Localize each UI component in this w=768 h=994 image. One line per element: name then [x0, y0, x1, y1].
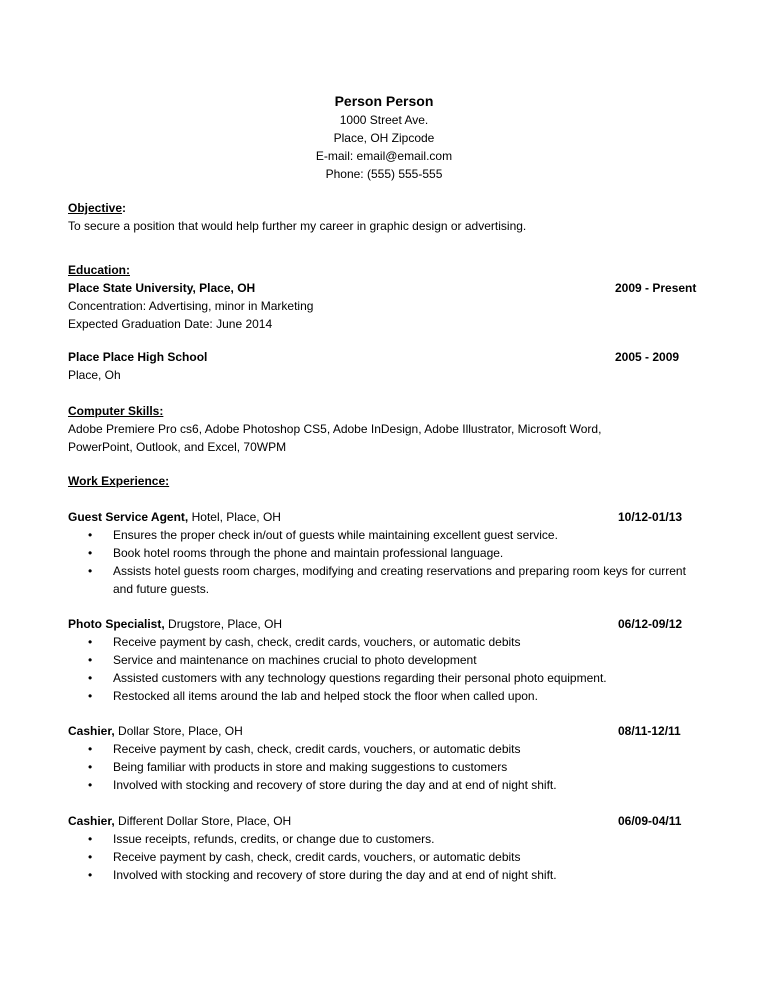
job-title: Cashier, [68, 814, 115, 828]
duty-item: • Restocked all items around the lab and helped stock the floor when called upon. [88, 689, 538, 703]
objective-heading: Objective [68, 201, 123, 215]
bullet-icon: • [88, 653, 93, 667]
duty-item: • Being familiar with products in store and making suggestions to customers [88, 760, 508, 774]
street-address: 1000 Street Ave. [339, 113, 429, 127]
job-entry [68, 508, 708, 598]
job-dates: 06/12-09/12 [618, 617, 683, 631]
objective-text: To secure a position that would help further my career in graphic design or advertising. [68, 219, 527, 233]
objective-section [68, 199, 708, 235]
duty-item: • Ensures the proper check in/out of guests while maintaining excellent guest service. [88, 528, 558, 542]
job-duties [68, 633, 708, 705]
school-dates: 2009 - Present [615, 281, 697, 295]
duty-item: • Receive payment by cash, check, credit cards, vouchers, or automatic debits [88, 742, 521, 756]
email-line: E-mail: email@email.com [315, 149, 453, 163]
duty-item: • Receive payment by cash, check, credit cards, vouchers, or automatic debits [88, 635, 521, 649]
bullet-icon: • [88, 850, 93, 864]
job-place: Different Dollar Store, Place, OH [114, 814, 292, 828]
bullet-icon: • [88, 564, 93, 578]
job-dates: 06/09-04/11 [618, 814, 682, 828]
bullet-icon: • [88, 760, 93, 774]
skills-line-2: PowerPoint, Outlook, and Excel, 70WPM [68, 440, 287, 454]
bullet-icon: • [88, 671, 93, 685]
work-section [68, 472, 708, 490]
graduation-date: Expected Graduation Date: June 2014 [68, 317, 273, 331]
phone-line: Phone: (555) 555-555 [325, 167, 443, 181]
job-title: Cashier, [68, 724, 115, 738]
bullet-icon: • [88, 742, 93, 756]
person-name: Person Person [334, 93, 434, 109]
education-entry-university [68, 279, 708, 297]
skills-line-1: Adobe Premiere Pro cs6, Adobe Photoshop CS5, Adobe InDesign, Adobe Illustrator, Microsoft Word, [68, 422, 602, 436]
school-name: Place Place High School [68, 350, 208, 364]
skills-section [68, 402, 708, 456]
duty-item: • Involved with stocking and recovery of store during the day and at end of night shift. [88, 778, 557, 792]
duty-item: • Involved with stocking and recovery of store during the day and at end of night shift. [88, 868, 557, 882]
concentration: Concentration: Advertising, minor in Marketing [68, 299, 314, 313]
job-entry [68, 722, 708, 794]
school-dates: 2005 - 2009 [615, 350, 680, 364]
job-dates: 10/12-01/13 [618, 510, 683, 524]
bullet-icon: • [88, 868, 93, 882]
school-name: Place State University, Place, OH [68, 281, 256, 295]
duty-item: • Receive payment by cash, check, credit cards, vouchers, or automatic debits [88, 850, 521, 864]
bullet-icon: • [88, 832, 93, 846]
school-location: Place, Oh [68, 368, 121, 382]
job-duties [68, 740, 708, 794]
bullet-icon: • [88, 528, 93, 542]
bullet-icon: • [88, 778, 93, 792]
contact-header [0, 92, 768, 183]
duty-item: • Issue receipts, refunds, credits, or change due to customers. [88, 832, 435, 846]
bullet-icon: • [88, 689, 93, 703]
education-section [68, 261, 708, 333]
duty-item: • Assists hotel guests room charges, modifying and creating reservations and preparing room keys for current and future guests. [88, 564, 686, 596]
duty-item: • Assisted customers with any technology questions regarding their personal photo equipment. [88, 671, 607, 685]
job-title-line [68, 814, 291, 828]
skills-heading: Computer Skills: [68, 404, 164, 418]
education-heading: Education: [68, 263, 130, 277]
job-duties [68, 526, 708, 598]
job-entry [68, 812, 708, 884]
job-title-line [68, 724, 243, 738]
education-entry-highschool [68, 348, 708, 384]
bullet-icon: • [88, 546, 93, 560]
objective-heading-line [68, 199, 708, 217]
job-title: Photo Specialist, [68, 617, 165, 631]
work-heading: Work Experience: [68, 474, 170, 488]
job-entry [68, 615, 708, 705]
duty-item: • Service and maintenance on machines crucial to photo development [88, 653, 477, 667]
job-dates: 08/11-12/11 [618, 724, 681, 738]
objective-colon: : [122, 201, 127, 215]
duty-item: • Book hotel rooms through the phone and maintain professional language. [88, 546, 504, 560]
job-duties [68, 830, 708, 884]
bullet-icon: • [88, 635, 93, 649]
job-title-line [68, 510, 281, 524]
job-title-line [68, 617, 282, 631]
job-place: Dollar Store, Place, OH [114, 724, 243, 738]
city-state: Place, OH Zipcode [333, 131, 435, 145]
job-place: Hotel, Place, OH [188, 510, 281, 524]
job-title: Guest Service Agent, [68, 510, 189, 524]
job-place: Drugstore, Place, OH [164, 617, 283, 631]
